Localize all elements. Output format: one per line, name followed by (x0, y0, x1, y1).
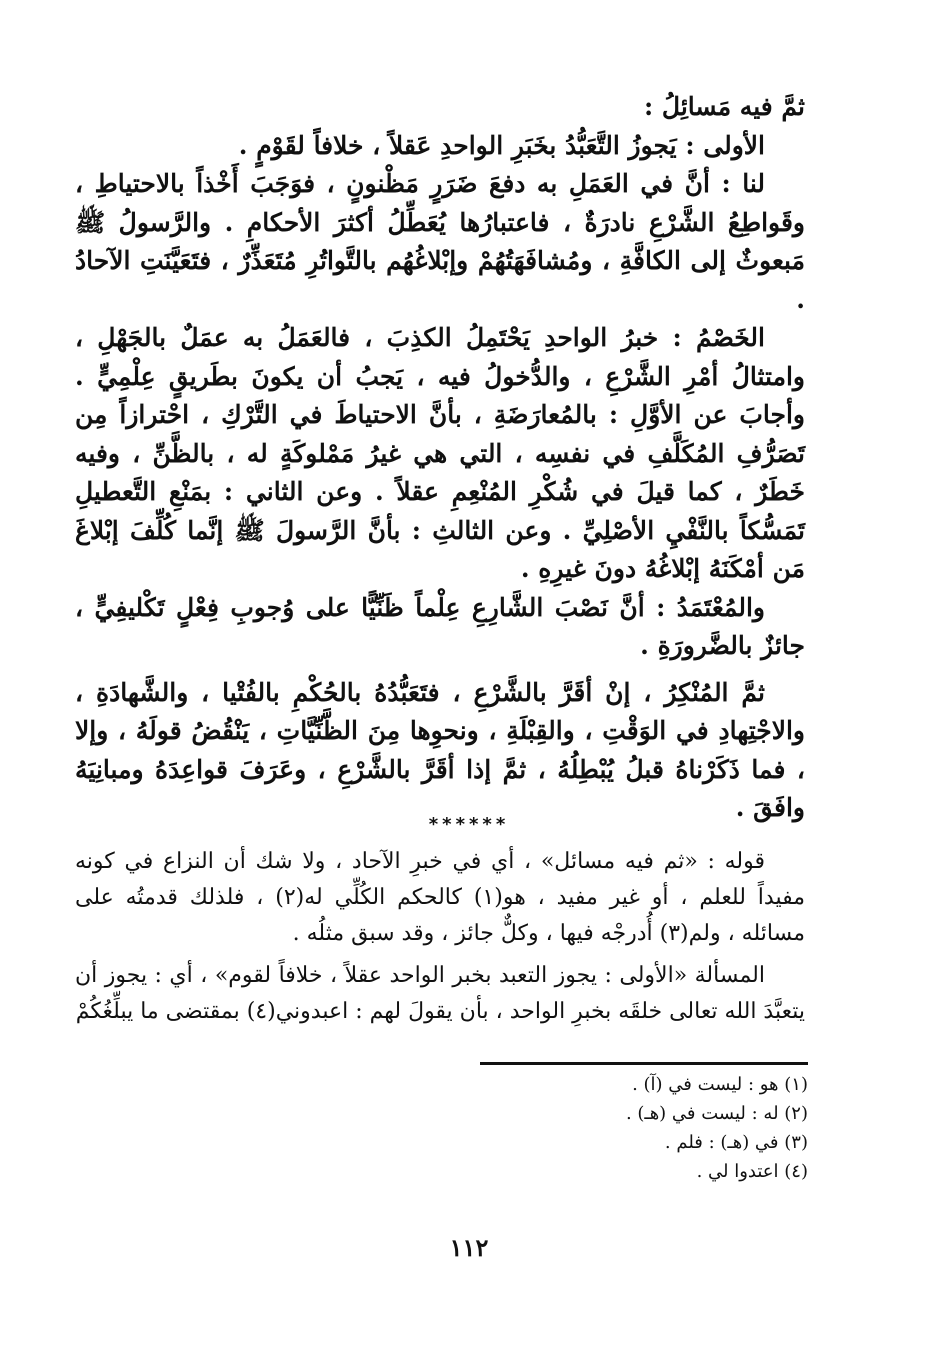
main-paragraph-relied-view: والمُعْتَمَدُ : أنَّ نَصْبَ الشَّارِعِ عِلْماً ظَنِّيًّا على وُجوبِ فِعْلٍ تَكْليفِيٍّ ، جائزٌ بالضَّرورَةِ . (75, 592, 805, 660)
main-paragraph-opponent: الخَصْمُ : خبرُ الواحدِ يَحْتَمِلُ الكذِبَ ، فالعَمَلُ به عمَلٌ بالجَهْلِ ، وامتثالُ أمْرِ الشَّرْعِ ، والدُّخولُ فيه ، يَجبُ أن يكونَ بطَريقٍ عِلْمِيٍّ . وأجابَ عن الأوَّلِ : بالمُعارَضَةِ ، بأنَّ الاحتياطَ في التَّرْكِ ، احْترازاً مِن تَصَرُّفِ المُكَلَّفِ في نفسِه ، التي هي غيرُ مَمْلوكَةٍ له ، بالظَّنِّ ، وفيه خَطَرٌ ، كما قيلَ في شُكْرِ المُنْعِمِ عقلاً . وعن الثاني : بمَنْعِ التَّعطيلِ تَمَسُّكاً بالنَّفْيِ الأصْلِيِّ . وعن الثالثِ : بأنَّ الرَّسولَ ﷺ إنَّما كُلِّفَ إبْلاغَ مَن أمْكَنَهُ إبْلاغُهُ دونَ غيرِهِ . (75, 323, 805, 583)
footnote-item: (٢) له : ليست في (هـ) . (625, 1103, 808, 1124)
footnote-divider (480, 1062, 808, 1065)
footnote-item: (٣) في (هـ) : فلم . (664, 1132, 808, 1153)
main-paragraph-denier: ثمَّ المُنْكِرُ ، إنْ أقَرَّ بالشَّرْعِ ، فتَعَبُّدُهُ بالحُكْمِ بالفُتْيا ، والشَّهادَةِ ، والاجْتِهادِ في الوَقْتِ ، والقِبْلَةِ ، ونحوِها مِنَ الظَّنِّيَّاتِ ، يَنْقُضُ قولَهُ ، وإلا ، فما ذَكَرْناهُ قبلُ يُبْطِلُهُ ، ثمَّ إذا أقَرَّ بالشَّرْعِ ، وعَرَفَ قواعِدَهُ ومبانِيَهُ وافَقَ . (75, 677, 805, 822)
footnote-item: (٤) اعتدوا لي . (696, 1161, 808, 1182)
main-text (75, 88, 805, 828)
page-number: ١١٢ (449, 1233, 489, 1262)
commentary-paragraph-2: المسألة «الأولى : يجوز التعبد بخبر الواحد عقلاً ، خلافاً لقوم» ، أي : يجوز أن يتعبَّدَ الله تعالى خلقَه بخبرِ الواحد ، بأن يقولَ لهم : اعبدوني(٤) بمقتضى ما يبلِّغُكُمْ (75, 963, 805, 1024)
section-separator: ****** (428, 814, 510, 835)
footnote-item: (١) هو : ليست في (آ) . (632, 1074, 808, 1095)
main-paragraph-first-issue: الأولى : يَجوزُ التَّعَبُّدُ بخَبَرِ الواحدِ عَقلاً ، خلافاً لقَوْمٍ . (238, 130, 765, 160)
footnotes (408, 1070, 808, 1186)
commentary-paragraph-1: قوله : «ثم فيه مسائل» ، أي في خبرِ الآحاد ، ولا شك أن النزاع في كونه مفيداً للعلم ، أو غير مفيد ، هو(١) كالحكم الكُلِّي له(٢) ، فلذلك قدمتُه على مسائله ، ولم(٣) أُدرجْه فيها ، وكلٌّ جائز ، وقد سبق مثلُه . (75, 849, 806, 946)
main-paragraph-our-argument: لنا : أنَّ في العَمَلِ به دفعَ ضَرَرٍ مَظْنونٍ ، فوَجَبَ أَخْذاً بالاحتياطِ ، وقَواطِعُ الشَّرْعِ نادرَةٌ ، فاعتبارُها يُعَطِّلُ أكثرَ الأحكامِ . والرَّسولُ ﷺ مَبعوثٌ إلى الكافَّةِ ، ومُشافَهَتُهُمْ وإبْلاغُهُم بالتَّواتُرِ مُتَعَذِّرٌ ، فتَعَيَّنَتِ الآحادُ . (75, 169, 805, 314)
commentary-text (75, 844, 805, 1030)
main-heading: ثمَّ فيه مَسائِلُ : (643, 92, 805, 121)
